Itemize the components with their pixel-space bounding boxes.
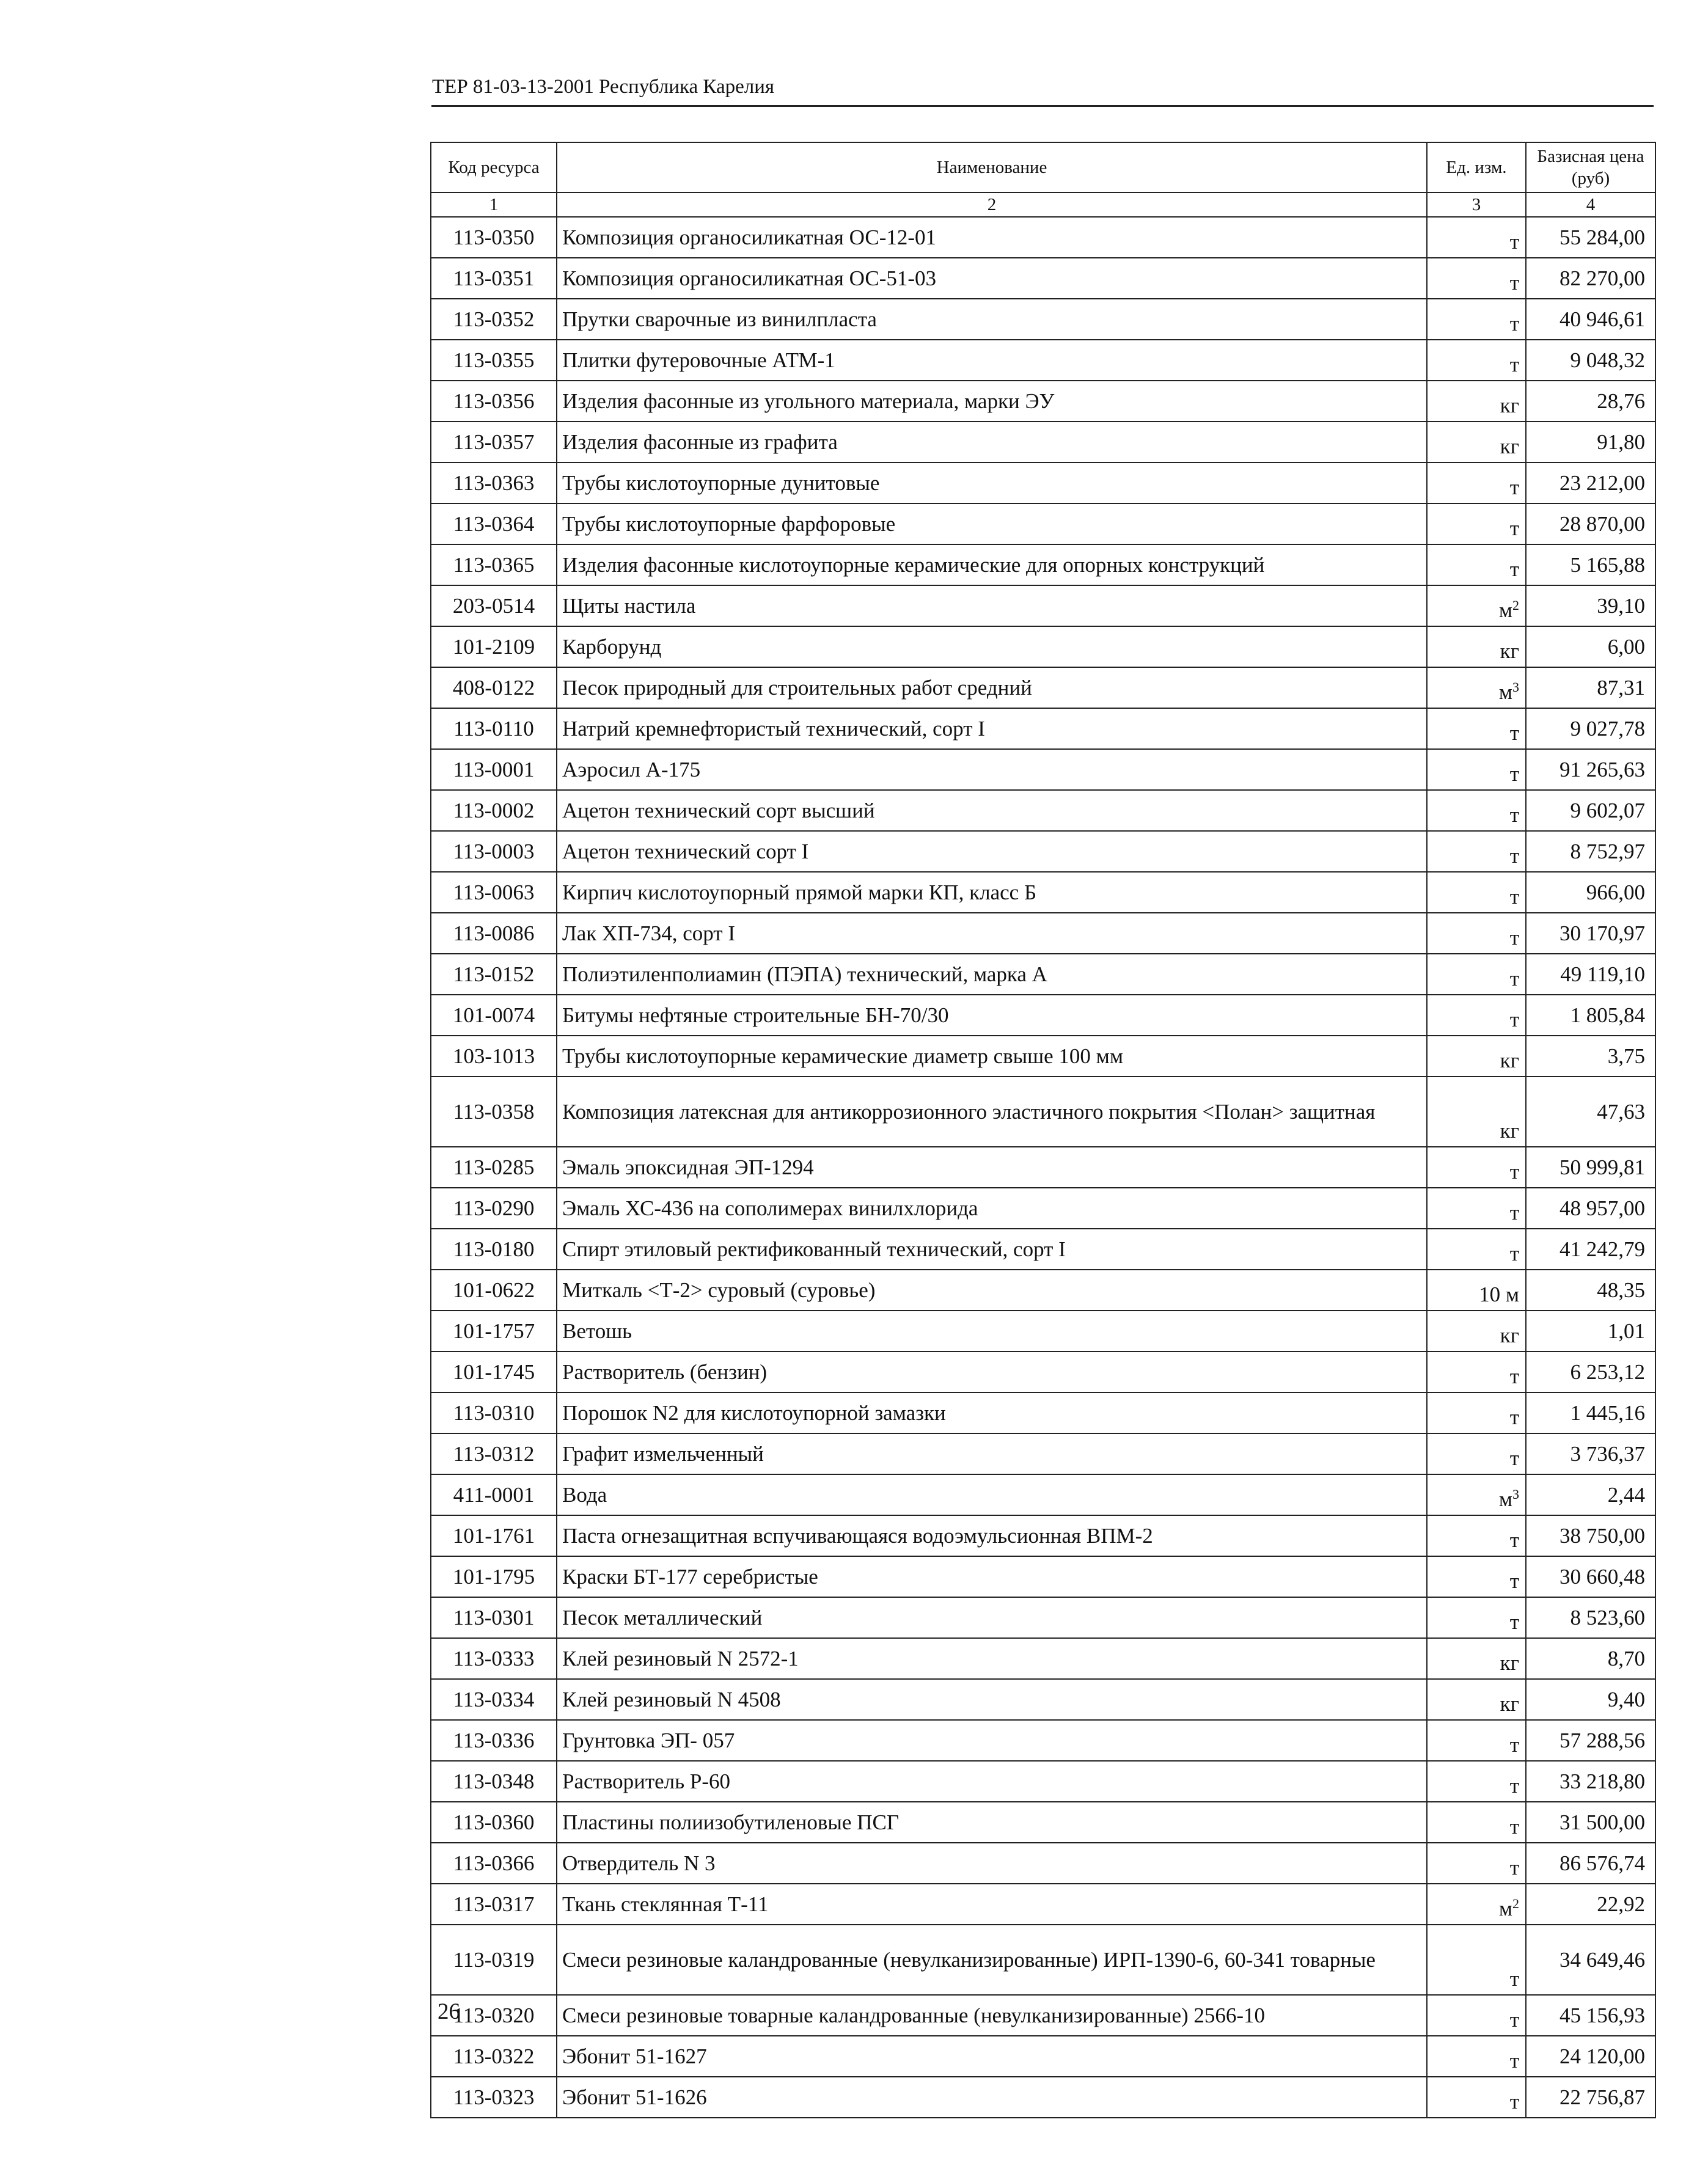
resource-name: Спирт этиловый ректификованный технический, сорт I xyxy=(557,1229,1427,1270)
table-row xyxy=(431,2036,1655,2077)
resource-name: Полиэтиленполиамин (ПЭПА) технический, марка А xyxy=(557,954,1427,995)
unit-cell xyxy=(1427,1077,1526,1147)
unit-cell xyxy=(1427,2036,1526,2077)
resource-name: Растворитель Р-60 xyxy=(557,1761,1427,1802)
resource-name: Порошок N2 для кислотоупорной замазки xyxy=(557,1392,1427,1433)
unit-of-measure: т xyxy=(1509,1008,1519,1031)
resource-name: Графит измельченный xyxy=(557,1433,1427,1474)
resource-name: Композиция органосиликатная ОС-51-03 xyxy=(557,258,1427,299)
table-row xyxy=(431,258,1655,299)
table-row xyxy=(431,667,1655,708)
unit-of-measure: т xyxy=(1509,1815,1519,1839)
resource-name: Плитки футеровочные АТМ-1 xyxy=(557,340,1427,381)
base-price: 9 048,32 xyxy=(1526,340,1655,381)
resource-code: 408-0122 xyxy=(431,667,557,708)
unit-cell xyxy=(1427,1995,1526,2036)
base-price: 6,00 xyxy=(1526,626,1655,667)
unit-cell xyxy=(1427,872,1526,913)
table-row xyxy=(431,831,1655,872)
table-row xyxy=(431,1433,1655,1474)
document-header: ТЕР 81-03-13-2001 Республика Карелия xyxy=(432,76,775,98)
table-row xyxy=(431,1802,1655,1843)
resource-name: Трубы кислотоупорные керамические диаметр свыше 100 мм xyxy=(557,1036,1427,1077)
column-number: 3 xyxy=(1427,192,1526,217)
unit-cell xyxy=(1427,299,1526,340)
unit-of-measure: т xyxy=(1509,1405,1519,1429)
base-price: 34 649,46 xyxy=(1526,1925,1655,1995)
table-row xyxy=(431,1270,1655,1311)
resource-code: 113-0301 xyxy=(431,1597,557,1638)
resource-code: 113-0317 xyxy=(431,1884,557,1925)
unit-of-measure: т xyxy=(1509,1242,1519,1265)
resource-code: 113-0351 xyxy=(431,258,557,299)
resource-name: Эмаль ХС-436 на сополимерах винилхлорида xyxy=(557,1188,1427,1229)
resource-name: Клей резиновый N 2572-1 xyxy=(557,1638,1427,1679)
unit-cell xyxy=(1427,1515,1526,1556)
resource-name: Карборунд xyxy=(557,626,1427,667)
base-price: 40 946,61 xyxy=(1526,299,1655,340)
resource-name: Пластины полиизобутиленовые ПСГ xyxy=(557,1802,1427,1843)
resource-name: Битумы нефтяные строительные БН-70/30 xyxy=(557,995,1427,1036)
table-row xyxy=(431,1638,1655,1679)
base-price: 22,92 xyxy=(1526,1884,1655,1925)
base-price: 91 265,63 xyxy=(1526,749,1655,790)
unit-cell xyxy=(1427,585,1526,626)
unit-cell xyxy=(1427,831,1526,872)
base-price: 55 284,00 xyxy=(1526,217,1655,258)
table-row xyxy=(431,585,1655,626)
unit-of-measure: т xyxy=(1509,926,1519,949)
resource-code: 113-0319 xyxy=(431,1925,557,1995)
unit-of-measure: т xyxy=(1509,2008,1519,2032)
table-row xyxy=(431,1147,1655,1188)
unit-of-measure: т xyxy=(1509,475,1519,499)
table-row xyxy=(431,1597,1655,1638)
table-row xyxy=(431,1679,1655,1720)
unit-cell xyxy=(1427,1229,1526,1270)
table-row xyxy=(431,1995,1655,2036)
unit-cell xyxy=(1427,790,1526,831)
base-price: 1 805,84 xyxy=(1526,995,1655,1036)
unit-cell xyxy=(1427,1188,1526,1229)
unit-of-measure: т xyxy=(1509,1569,1519,1593)
base-price: 966,00 xyxy=(1526,872,1655,913)
base-price: 91,80 xyxy=(1526,422,1655,463)
table-row xyxy=(431,995,1655,1036)
unit-of-measure: т xyxy=(1509,1733,1519,1757)
base-price: 47,63 xyxy=(1526,1077,1655,1147)
table-row xyxy=(431,1311,1655,1352)
table-row xyxy=(431,1925,1655,1995)
base-price: 48,35 xyxy=(1526,1270,1655,1311)
base-price: 24 120,00 xyxy=(1526,2036,1655,2077)
unit-cell xyxy=(1427,2077,1526,2118)
table-row xyxy=(431,1843,1655,1884)
column-number: 4 xyxy=(1526,192,1655,217)
resource-code: 101-0622 xyxy=(431,1270,557,1311)
base-price: 9 027,78 xyxy=(1526,708,1655,749)
resource-name: Ветошь xyxy=(557,1311,1427,1352)
resource-name: Изделия фасонные кислотоупорные керамические для опорных конструкций xyxy=(557,544,1427,585)
page-number: 26 xyxy=(438,1999,460,2024)
unit-cell xyxy=(1427,913,1526,954)
base-price: 3,75 xyxy=(1526,1036,1655,1077)
resource-name: Отвердитель N 3 xyxy=(557,1843,1427,1884)
base-price: 1 445,16 xyxy=(1526,1392,1655,1433)
table-row xyxy=(431,503,1655,544)
unit-cell xyxy=(1427,1433,1526,1474)
resource-name: Кирпич кислотоупорный прямой марки КП, класс Б xyxy=(557,872,1427,913)
resource-name: Ацетон технический сорт высший xyxy=(557,790,1427,831)
resource-code: 113-0350 xyxy=(431,217,557,258)
unit-cell xyxy=(1427,1392,1526,1433)
resource-code: 103-1013 xyxy=(431,1036,557,1077)
unit-of-measure: кг xyxy=(1500,393,1519,417)
resource-code: 113-0352 xyxy=(431,299,557,340)
unit-of-measure: т xyxy=(1509,353,1519,376)
base-price: 6 253,12 xyxy=(1526,1352,1655,1392)
unit-cell xyxy=(1427,1147,1526,1188)
resource-price-table xyxy=(430,142,1656,2118)
base-price: 8,70 xyxy=(1526,1638,1655,1679)
unit-of-measure: кг xyxy=(1500,1651,1519,1675)
resource-code: 113-0002 xyxy=(431,790,557,831)
base-price: 28 870,00 xyxy=(1526,503,1655,544)
base-price: 48 957,00 xyxy=(1526,1188,1655,1229)
base-price: 3 736,37 xyxy=(1526,1433,1655,1474)
table-row xyxy=(431,340,1655,381)
base-price: 41 242,79 xyxy=(1526,1229,1655,1270)
resource-name: Щиты настила xyxy=(557,585,1427,626)
column-header-price: Базисная цена (руб) xyxy=(1526,142,1655,192)
resource-code: 113-0180 xyxy=(431,1229,557,1270)
resource-code: 113-0366 xyxy=(431,1843,557,1884)
resource-name: Изделия фасонные из графита xyxy=(557,422,1427,463)
base-price: 23 212,00 xyxy=(1526,463,1655,503)
resource-code: 113-0348 xyxy=(431,1761,557,1802)
resource-name: Трубы кислотоупорные фарфоровые xyxy=(557,503,1427,544)
unit-cell xyxy=(1427,463,1526,503)
unit-of-measure: т xyxy=(1509,1201,1519,1224)
unit-of-measure: кг xyxy=(1500,1048,1519,1072)
unit-cell xyxy=(1427,1925,1526,1995)
table-row xyxy=(431,1229,1655,1270)
column-number: 1 xyxy=(431,192,557,217)
unit-of-measure: кг xyxy=(1500,1323,1519,1347)
unit-cell xyxy=(1427,626,1526,667)
unit-cell xyxy=(1427,1638,1526,1679)
resource-code: 113-0110 xyxy=(431,708,557,749)
table-body xyxy=(431,217,1655,2118)
base-price: 86 576,74 xyxy=(1526,1843,1655,1884)
unit-of-measure: т xyxy=(1509,230,1519,254)
resource-name: Клей резиновый N 4508 xyxy=(557,1679,1427,1720)
table-row xyxy=(431,422,1655,463)
resource-name: Эбонит 51-1626 xyxy=(557,2077,1427,2118)
resource-name: Паста огнезащитная вспучивающаяся водоэмульсионная ВПМ-2 xyxy=(557,1515,1427,1556)
base-price: 45 156,93 xyxy=(1526,1995,1655,2036)
unit-of-measure: т xyxy=(1509,762,1519,786)
resource-name: Ацетон технический сорт I xyxy=(557,831,1427,872)
resource-code: 101-0074 xyxy=(431,995,557,1036)
unit-of-measure: т xyxy=(1509,1967,1519,1991)
base-price: 49 119,10 xyxy=(1526,954,1655,995)
resource-code: 113-0152 xyxy=(431,954,557,995)
unit-of-measure: т xyxy=(1509,721,1519,745)
unit-of-measure: т xyxy=(1509,516,1519,540)
table-row xyxy=(431,1036,1655,1077)
table-row xyxy=(431,2077,1655,2118)
resource-code: 113-0364 xyxy=(431,503,557,544)
resource-name: Песок природный для строительных работ средний xyxy=(557,667,1427,708)
base-price: 57 288,56 xyxy=(1526,1720,1655,1761)
table-row xyxy=(431,1352,1655,1392)
unit-of-measure: т xyxy=(1509,1774,1519,1798)
resource-code: 113-0355 xyxy=(431,340,557,381)
base-price: 9,40 xyxy=(1526,1679,1655,1720)
unit-of-measure: 10 м xyxy=(1479,1282,1519,1306)
unit-cell xyxy=(1427,1884,1526,1925)
unit-cell xyxy=(1427,340,1526,381)
resource-name: Трубы кислотоупорные дунитовые xyxy=(557,463,1427,503)
unit-exponent: 3 xyxy=(1512,679,1519,695)
unit-of-measure: т xyxy=(1509,557,1519,581)
resource-name: Растворитель (бензин) xyxy=(557,1352,1427,1392)
unit-exponent: 3 xyxy=(1512,1487,1519,1502)
unit-of-measure: кг xyxy=(1500,639,1519,663)
resource-name: Смеси резиновые товарные каландрованные (невулканизированные) 2566-10 xyxy=(557,1995,1427,2036)
resource-name: Эмаль эпоксидная ЭП-1294 xyxy=(557,1147,1427,1188)
table-row xyxy=(431,1884,1655,1925)
resource-code: 101-1761 xyxy=(431,1515,557,1556)
unit-cell xyxy=(1427,995,1526,1036)
base-price: 82 270,00 xyxy=(1526,258,1655,299)
base-price: 87,31 xyxy=(1526,667,1655,708)
unit-of-measure: м xyxy=(1498,680,1512,704)
resource-code: 113-0357 xyxy=(431,422,557,463)
unit-of-measure: т xyxy=(1509,2049,1519,2073)
resource-code: 113-0086 xyxy=(431,913,557,954)
resource-name: Песок металлический xyxy=(557,1597,1427,1638)
table-row xyxy=(431,1077,1655,1147)
base-price: 9 602,07 xyxy=(1526,790,1655,831)
unit-cell xyxy=(1427,544,1526,585)
column-header-name: Наименование xyxy=(557,142,1427,192)
unit-cell xyxy=(1427,954,1526,995)
resource-name: Краски БТ-177 серебристые xyxy=(557,1556,1427,1597)
unit-of-measure: т xyxy=(1509,967,1519,990)
resource-code: 113-0063 xyxy=(431,872,557,913)
unit-of-measure: м xyxy=(1498,1487,1512,1511)
unit-cell xyxy=(1427,422,1526,463)
column-header-unit: Ед. изм. xyxy=(1427,142,1526,192)
unit-of-measure: т xyxy=(1509,1446,1519,1470)
unit-of-measure: т xyxy=(1509,885,1519,909)
base-price: 39,10 xyxy=(1526,585,1655,626)
table-row xyxy=(431,1556,1655,1597)
unit-cell xyxy=(1427,749,1526,790)
resource-code: 113-0358 xyxy=(431,1077,557,1147)
unit-cell xyxy=(1427,1556,1526,1597)
unit-cell xyxy=(1427,1270,1526,1311)
table-row xyxy=(431,626,1655,667)
unit-of-measure: т xyxy=(1509,1610,1519,1634)
resource-code: 113-0323 xyxy=(431,2077,557,2118)
unit-of-measure: кг xyxy=(1500,434,1519,458)
resource-name: Грунтовка ЭП- 057 xyxy=(557,1720,1427,1761)
resource-code: 113-0333 xyxy=(431,1638,557,1679)
unit-cell xyxy=(1427,1597,1526,1638)
resource-code: 101-1795 xyxy=(431,1556,557,1597)
resource-name: Изделия фасонные из угольного материала, марки ЭУ xyxy=(557,381,1427,422)
table-row xyxy=(431,1761,1655,1802)
unit-cell xyxy=(1427,381,1526,422)
unit-cell xyxy=(1427,1474,1526,1515)
base-price: 5 165,88 xyxy=(1526,544,1655,585)
unit-of-measure: т xyxy=(1509,312,1519,335)
unit-of-measure: м xyxy=(1498,598,1512,622)
table-row xyxy=(431,1720,1655,1761)
base-price: 31 500,00 xyxy=(1526,1802,1655,1843)
base-price: 50 999,81 xyxy=(1526,1147,1655,1188)
resource-code: 113-0320 xyxy=(431,1995,557,2036)
unit-cell xyxy=(1427,503,1526,544)
unit-cell xyxy=(1427,1352,1526,1392)
table-row xyxy=(431,1515,1655,1556)
unit-cell xyxy=(1427,258,1526,299)
table-row xyxy=(431,381,1655,422)
table-row xyxy=(431,299,1655,340)
column-header-code: Код ресурса xyxy=(431,142,557,192)
resource-code: 113-0003 xyxy=(431,831,557,872)
unit-cell xyxy=(1427,1679,1526,1720)
resource-code: 113-0285 xyxy=(431,1147,557,1188)
resource-code: 203-0514 xyxy=(431,585,557,626)
table-row xyxy=(431,790,1655,831)
table-row xyxy=(431,1188,1655,1229)
base-price: 30 660,48 xyxy=(1526,1556,1655,1597)
table-row xyxy=(431,708,1655,749)
unit-cell xyxy=(1427,708,1526,749)
resource-name: Аэросил А-175 xyxy=(557,749,1427,790)
resource-code: 113-0001 xyxy=(431,749,557,790)
resource-name: Композиция латексная для антикоррозионного эластичного покрытия <Полан> защитная xyxy=(557,1077,1427,1147)
unit-cell xyxy=(1427,1036,1526,1077)
resource-code: 101-1757 xyxy=(431,1311,557,1352)
unit-of-measure: м xyxy=(1498,1897,1512,1920)
table-header-row xyxy=(431,142,1655,192)
unit-cell xyxy=(1427,1311,1526,1352)
resource-code: 113-0290 xyxy=(431,1188,557,1229)
resource-code: 113-0312 xyxy=(431,1433,557,1474)
unit-of-measure: т xyxy=(1509,1364,1519,1388)
resource-code: 113-0322 xyxy=(431,2036,557,2077)
resource-name: Миткаль <Т-2> суровый (суровье) xyxy=(557,1270,1427,1311)
resource-code: 113-0360 xyxy=(431,1802,557,1843)
resource-name: Вода xyxy=(557,1474,1427,1515)
unit-of-measure: т xyxy=(1509,844,1519,868)
base-price: 8 523,60 xyxy=(1526,1597,1655,1638)
unit-exponent: 2 xyxy=(1512,1896,1519,1911)
unit-of-measure: т xyxy=(1509,2090,1519,2113)
table-row xyxy=(431,913,1655,954)
unit-of-measure: кг xyxy=(1500,1119,1519,1143)
table-row xyxy=(431,872,1655,913)
table-row xyxy=(431,1474,1655,1515)
unit-cell xyxy=(1427,1802,1526,1843)
resource-name: Эбонит 51-1627 xyxy=(557,2036,1427,2077)
base-price: 22 756,87 xyxy=(1526,2077,1655,2118)
unit-of-measure: т xyxy=(1509,271,1519,295)
resource-code: 113-0336 xyxy=(431,1720,557,1761)
resource-name: Лак ХП-734, сорт I xyxy=(557,913,1427,954)
base-price: 2,44 xyxy=(1526,1474,1655,1515)
table-row xyxy=(431,544,1655,585)
table-row xyxy=(431,217,1655,258)
table-row xyxy=(431,1392,1655,1433)
resource-code: 113-0365 xyxy=(431,544,557,585)
unit-cell xyxy=(1427,1720,1526,1761)
resource-code: 101-1745 xyxy=(431,1352,557,1392)
column-number: 2 xyxy=(557,192,1427,217)
unit-of-measure: т xyxy=(1509,1528,1519,1552)
resource-name: Композиция органосиликатная ОС-12-01 xyxy=(557,217,1427,258)
resource-name: Смеси резиновые каландрованные (невулканизированные) ИРП-1390-6, 60-341 товарные xyxy=(557,1925,1427,1995)
base-price: 1,01 xyxy=(1526,1311,1655,1352)
resource-name: Натрий кремнефтористый технический, сорт I xyxy=(557,708,1427,749)
resource-code: 113-0356 xyxy=(431,381,557,422)
resource-code: 411-0001 xyxy=(431,1474,557,1515)
unit-of-measure: т xyxy=(1509,1160,1519,1184)
base-price: 38 750,00 xyxy=(1526,1515,1655,1556)
unit-cell xyxy=(1427,667,1526,708)
base-price: 8 752,97 xyxy=(1526,831,1655,872)
unit-exponent: 2 xyxy=(1512,598,1519,613)
unit-cell xyxy=(1427,217,1526,258)
unit-of-measure: кг xyxy=(1500,1692,1519,1716)
base-price: 28,76 xyxy=(1526,381,1655,422)
base-price: 33 218,80 xyxy=(1526,1761,1655,1802)
table-row xyxy=(431,463,1655,503)
table-row xyxy=(431,749,1655,790)
resource-name: Ткань стеклянная Т-11 xyxy=(557,1884,1427,1925)
unit-cell xyxy=(1427,1843,1526,1884)
resource-code: 113-0334 xyxy=(431,1679,557,1720)
table-row xyxy=(431,954,1655,995)
resource-name: Прутки сварочные из винилпласта xyxy=(557,299,1427,340)
resource-code: 113-0363 xyxy=(431,463,557,503)
resource-code: 113-0310 xyxy=(431,1392,557,1433)
resource-code: 101-2109 xyxy=(431,626,557,667)
column-number-row xyxy=(431,192,1655,217)
unit-cell xyxy=(1427,1761,1526,1802)
base-price: 30 170,97 xyxy=(1526,913,1655,954)
unit-of-measure: т xyxy=(1509,803,1519,827)
header-rule xyxy=(431,105,1654,107)
unit-of-measure: т xyxy=(1509,1856,1519,1879)
